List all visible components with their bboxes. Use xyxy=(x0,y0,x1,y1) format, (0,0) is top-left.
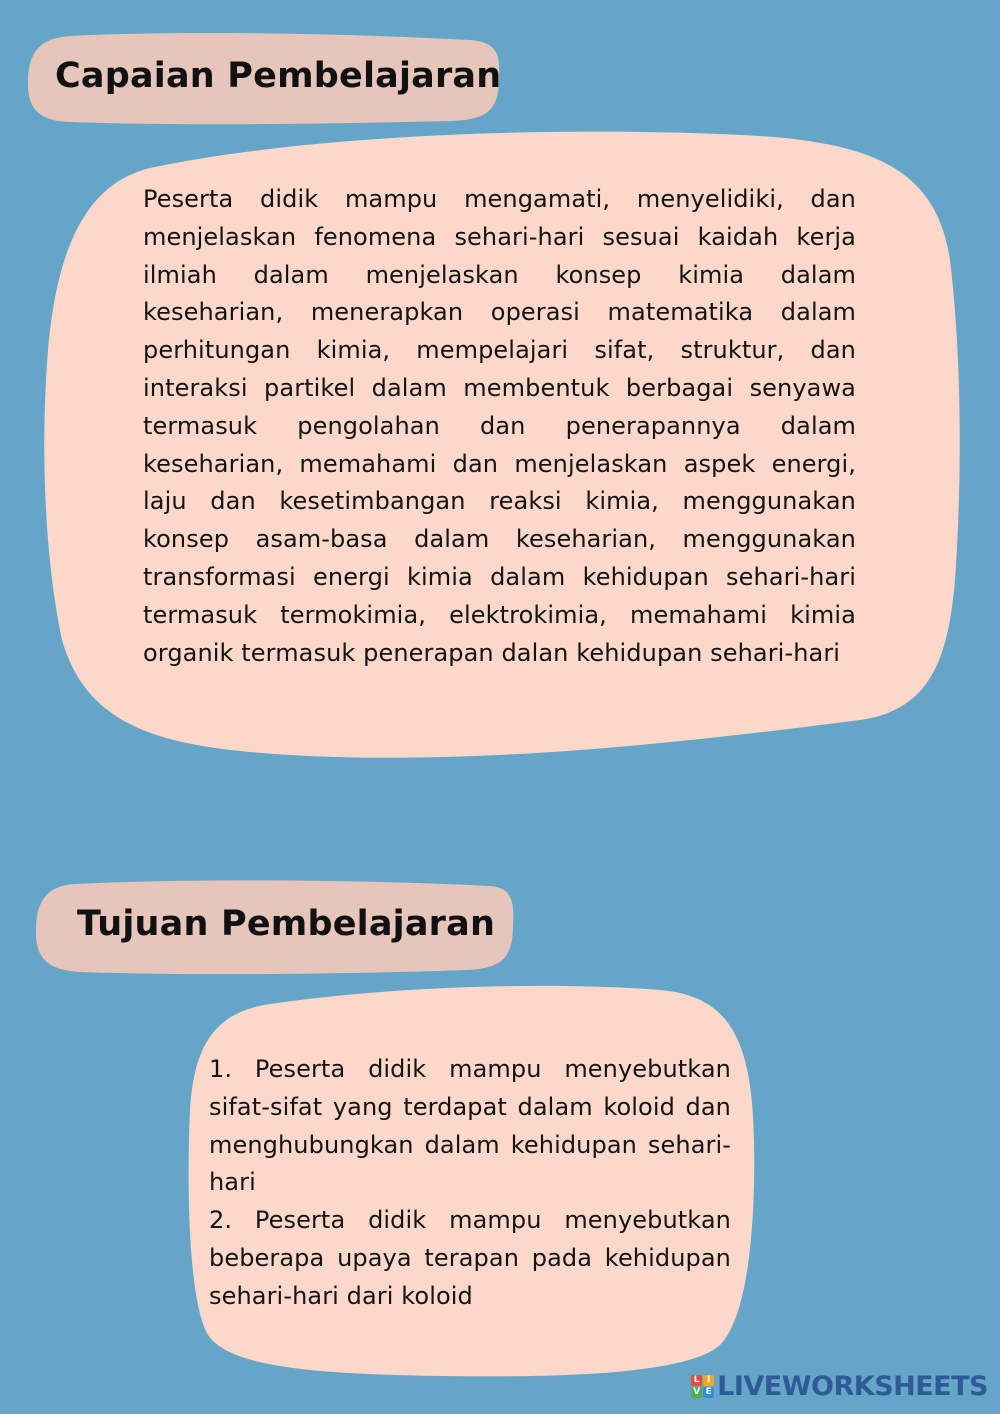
tujuan-list xyxy=(209,1051,731,1316)
liveworksheets-logo xyxy=(691,1371,988,1402)
liveworksheets-logo-text: LIVEWORKSHEETS xyxy=(717,1371,988,1402)
tujuan-item-1: 1. Peserta didik mampu menyebutkan sifat-sifat yang terdapat dalam koloid dan menghubungkan dalam kehidupan sehari-hari xyxy=(209,1055,731,1197)
logo-mark-letter-e: E xyxy=(703,1387,714,1398)
liveworksheets-logo-icon xyxy=(691,1375,714,1398)
tujuan-title: Tujuan Pembelajaran xyxy=(77,904,496,944)
capaian-text: Peserta didik mampu mengamati, menyelidiki, dan menjelaskan fenomena sehari-hari sesuai kaidah kerja ilmiah dalam menjelaskan konsep kimia dalam keseharian, menerapkan operasi matematika dalam perhitungan kimia, mempelajari sifat, struktur, dan interaksi partikel dalam membentuk berbagai senyawa termasuk pengolahan dan penerapannya dalam keseharian, memahami dan menjelaskan aspek energi, laju dan kesetimbangan reaksi kimia, menggunakan konsep asam-basa dalam keseharian, menggunakan transformasi energi kimia dalam kehidupan sehari-hari termasuk termokimia, elektrokimia, memahami kimia organik termasuk penerapan dalan kehidupan sehari-hari xyxy=(143,185,856,667)
capaian-title: Capaian Pembelajaran xyxy=(55,56,502,96)
tujuan-item-2: 2. Peserta didik mampu menyebutkan beberapa upaya terapan pada kehidupan sehari-hari dari koloid xyxy=(209,1206,731,1310)
logo-mark-letter-l: L xyxy=(691,1375,702,1386)
logo-mark-letter-v: V xyxy=(691,1387,702,1398)
logo-mark-letter-i: I xyxy=(703,1375,714,1386)
